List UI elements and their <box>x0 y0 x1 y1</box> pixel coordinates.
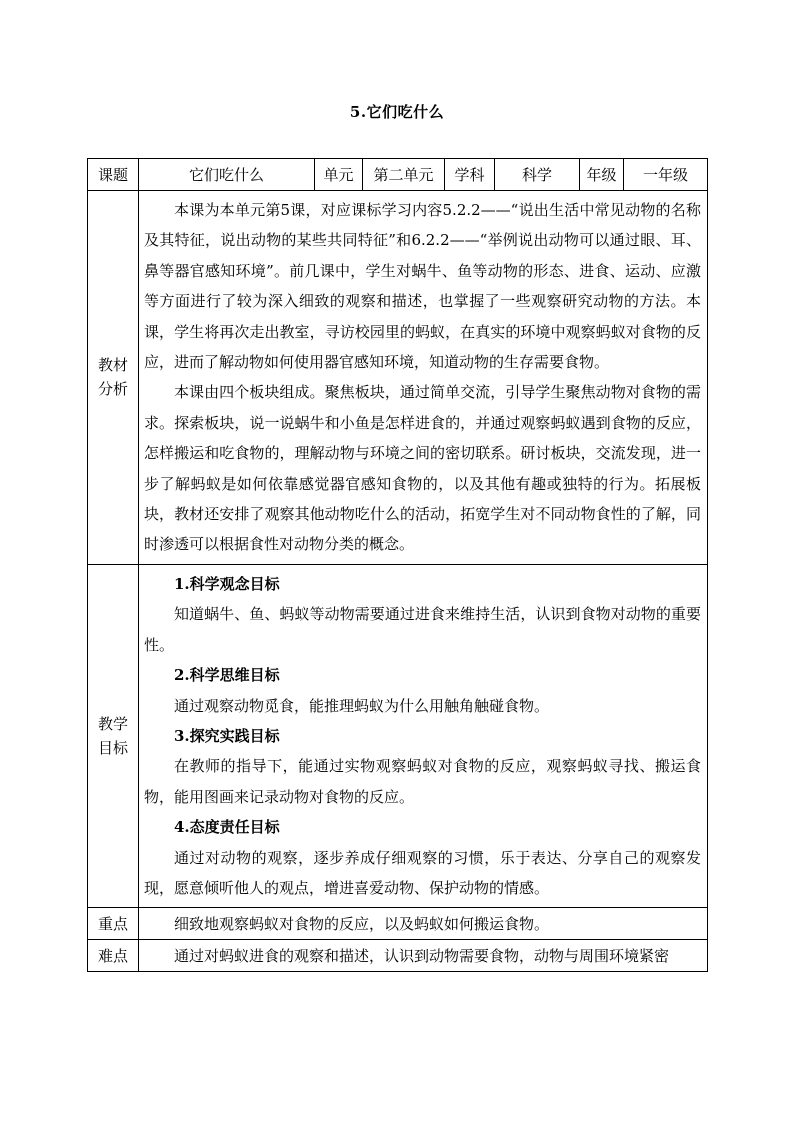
grade-value: 一年级 <box>624 159 708 191</box>
goal-heading: 4.态度责任目标 <box>174 818 280 837</box>
topic-label: 课题 <box>88 159 139 191</box>
textbook-analysis-content <box>139 191 708 565</box>
difficulty-label: 难点 <box>88 940 139 972</box>
lesson-plan-table <box>87 158 708 972</box>
key-point-label: 重点 <box>88 908 139 940</box>
key-point-row <box>88 908 708 940</box>
textbook-analysis-label <box>88 191 139 565</box>
goal-heading: 2.科学思维目标 <box>174 666 280 685</box>
teaching-goals-label-line1: 教学 <box>97 715 128 734</box>
analysis-paragraph: 本课由四个板块组成。聚焦板块，通过简单交流，引导学生聚焦动物对食物的需求。探索板块，说一说蜗牛和小鱼是怎样进食的，并通过观察蚂蚁遇到食物的反应，怎样搬运和吃食物的，理解动物与环境之间的密切联系。研讨板块，交流发现，进一步了解蚂蚁是如何依靠感觉器官感知食物的，以及其他有趣或独特的行为。拓展板块，教材还安排了观察其他动物吃什么的活动，拓宽学生对不同动物食性的了解，同时渗透可以根据食性对动物分类的概念。 <box>144 383 701 554</box>
goal-text: 在教师的指导下，能通过实物观察蚂蚁对食物的反应，观察蚂蚁寻找、搬运食物，能用图画来记录动物对食物的反应。 <box>144 757 701 806</box>
difficulty-content <box>139 940 708 972</box>
goal-text: 知道蜗牛、鱼、蚂蚁等动物需要通过进食来维持生活，认识到食物对动物的重要性。 <box>144 605 701 654</box>
goal-text: 通过对动物的观察，逐步养成仔细观察的习惯，乐于表达、分享自己的观察发现，愿意倾听他人的观点，增进喜爱动物、保护动物的情感。 <box>144 848 701 897</box>
textbook-analysis-row <box>88 191 708 565</box>
subject-value: 科学 <box>495 159 580 191</box>
textbook-analysis-label-line2: 分析 <box>97 380 128 399</box>
difficulty-row <box>88 940 708 972</box>
teaching-goals-content <box>139 564 708 907</box>
key-point-content <box>139 908 708 940</box>
teaching-goals-label-line2: 目标 <box>97 739 128 758</box>
goal-text: 通过观察动物觅食，能推理蚂蚁为什么用触角触碰食物。 <box>174 696 550 715</box>
unit-value: 第二单元 <box>363 159 445 191</box>
goal-heading: 3.探究实践目标 <box>174 726 280 745</box>
page-title: 5.它们吃什么 <box>349 103 445 121</box>
grade-label: 年级 <box>580 159 624 191</box>
goal-heading: 1.科学观念目标 <box>174 574 280 593</box>
topic-value: 它们吃什么 <box>139 159 315 191</box>
teaching-goals-label <box>88 564 139 907</box>
difficulty-text: 通过对蚂蚁进食的观察和描述，认识到动物需要食物，动物与周围环境紧密 <box>174 946 670 965</box>
analysis-paragraph: 本课为本单元第5课，对应课标学习内容5.2.2——“说出生活中常见动物的名称及其特征，说出动物的某些共同特征”和6.2.2——“举例说出动物可以通过眼、耳、鼻等器官感知环境”。前几课中，学生对蜗牛、鱼等动物的形态、进食、运动、应激等方面进行了较为深入细致的观察和描述，也掌握了一些观察研究动物的方法。本课，学生将再次走出教室，寻访校园里的蚂蚁，在真实的环境中观察蚂蚁对食物的反应，进而了解动物如何使用器官感知环境，知道动物的生存需要食物。 <box>144 201 701 372</box>
subject-label: 学科 <box>445 159 495 191</box>
header-row <box>88 159 708 191</box>
textbook-analysis-label-line1: 教材 <box>97 356 128 375</box>
key-point-text: 细致地观察蚂蚁对食物的反应，以及蚂蚁如何搬运食物。 <box>174 914 550 933</box>
unit-label: 单元 <box>315 159 363 191</box>
teaching-goals-row <box>88 564 708 907</box>
